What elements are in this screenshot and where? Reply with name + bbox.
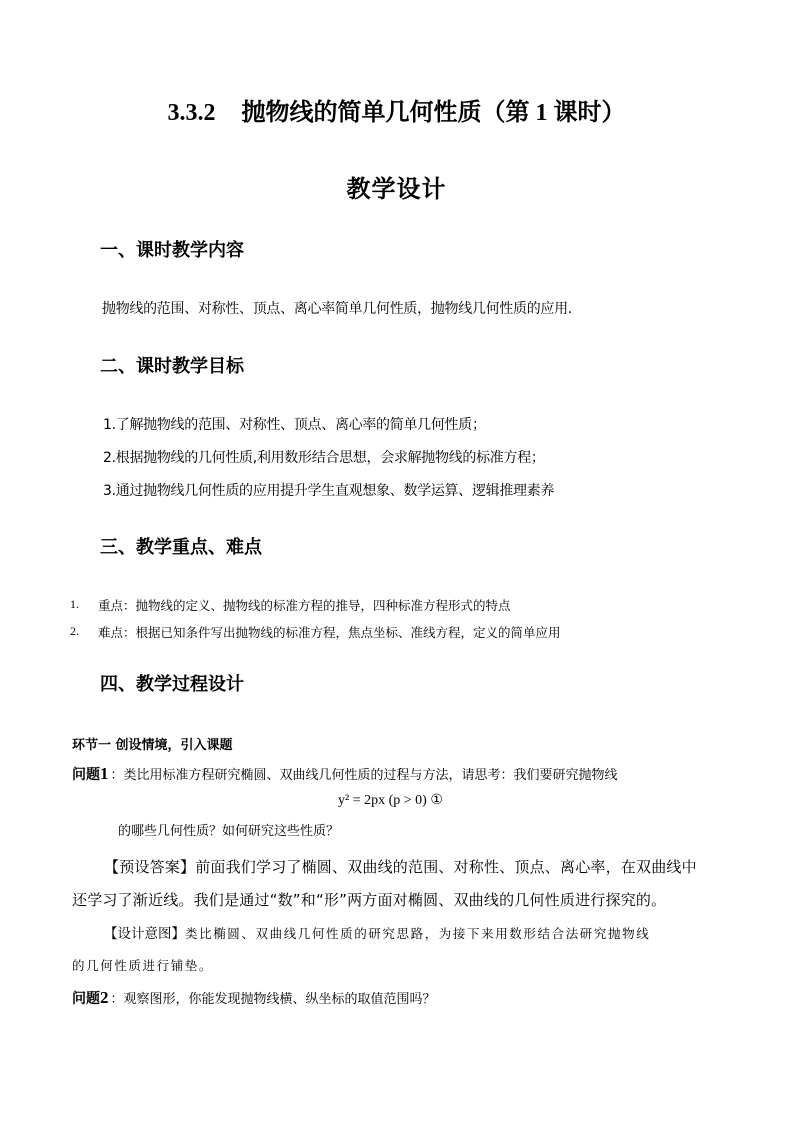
list-number: 2. (70, 624, 79, 638)
design-intent-line (104, 922, 650, 942)
question-1 (72, 764, 618, 784)
section-heading-goals: 二、课时教学目标 (100, 356, 244, 377)
question-number: 2 (100, 988, 109, 1007)
section-heading-keypoints: 三、教学重点、难点 (100, 537, 262, 558)
title-part1: 抛物线的简单几何性质（第 (241, 98, 530, 126)
title-lesson-number: 1 (535, 100, 548, 126)
parabola-equation-text: y² = 2px (p > 0) ① (338, 793, 443, 808)
stage-heading: 环节一 创设情境，引入课题 (72, 738, 233, 753)
document-title (0, 92, 793, 127)
title-part2: 课时） (553, 98, 626, 126)
question-number: 1 (100, 764, 109, 783)
lesson-content-text: 抛物线的范围、对称性、顶点、离心率简单几何性质，抛物线几何性质的应用. (102, 301, 572, 317)
question-label: 问题 (72, 767, 100, 783)
section-heading-content: 一、课时教学内容 (100, 240, 244, 261)
list-number: 1. (70, 597, 79, 611)
goal-item: 3.通过抛物线几何性质的应用提升学生直观想象、数学运算、逻辑推理素养 (103, 483, 555, 499)
key-point-item (70, 596, 511, 613)
title-number: 3.3.2 (167, 100, 216, 126)
preset-answer-line: 【预设答案】前面我们学习了椭圆、双曲线的范围、对称性、顶点、离心率，在双曲线中 (104, 858, 697, 876)
section-heading-process: 四、教学过程设计 (100, 674, 244, 695)
preset-answer-line: 还学习了渐近线。我们是通过“数”和“形”两方面对椭圆、双曲线的几何性质进行探究的。 (72, 891, 667, 909)
question-text: ：类比用标准方程研究椭圆、双曲线几何性质的过程与方法，请思考：我们要研究抛物线 (110, 768, 618, 783)
goal-item: 2.根据抛物线的几何性质,利用数形结合思想，会求解抛物线的标准方程； (103, 450, 545, 466)
design-intent-text: 类比椭圆、双曲线几何性质的研究思路，为接下来用数形结合法研究抛物线 (185, 926, 651, 941)
key-point-text: 难点：根据已知条件写出抛物线的标准方程，焦点坐标、准线方程，定义的简单应用 (98, 625, 561, 640)
key-point-text: 重点：抛物线的定义、抛物线的标准方程的推导，四种标准方程形式的特点 (98, 598, 511, 613)
question-continuation: 的哪些几何性质？如何研究这些性质？ (118, 824, 340, 839)
document-subtitle: 教学设计 (346, 175, 447, 203)
parabola-equation (338, 792, 443, 809)
question-label: 问题 (72, 991, 100, 1007)
key-point-item (70, 623, 561, 640)
question-2 (72, 988, 436, 1008)
design-intent-line: 的几何性质进行铺垫。 (72, 958, 214, 973)
question-text: ：观察图形，你能发现抛物线横、纵坐标的取值范围吗？ (110, 992, 436, 1007)
goal-item: 1.了解抛物线的范围、对称性、顶点、离心率的简单几何性质； (103, 417, 486, 433)
design-intent-label: 【设计意图】 (104, 926, 185, 942)
